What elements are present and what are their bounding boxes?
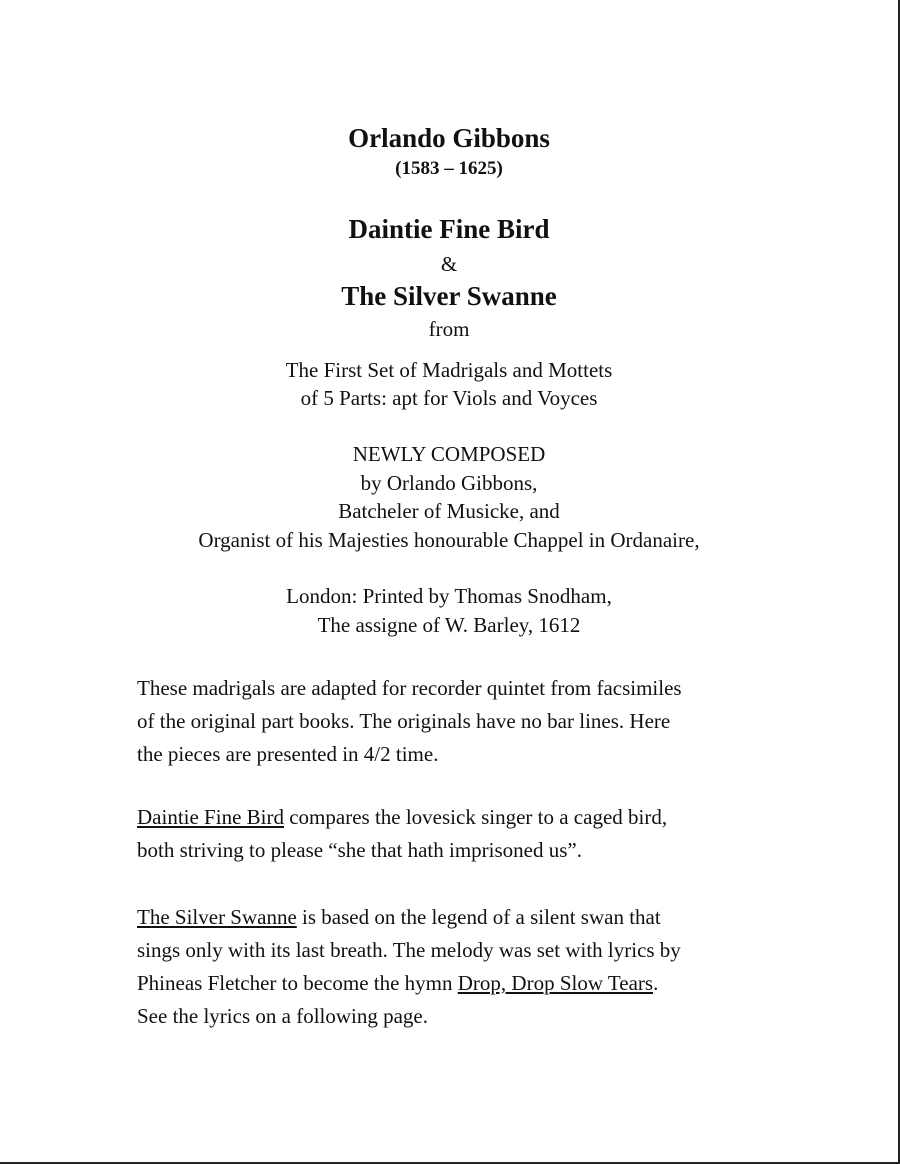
composer-dates: (1583 – 1625) (395, 158, 503, 179)
newly-composed-position: Organist of his Majesties honourable Chappel in Ordanaire, (198, 528, 700, 552)
newly-composed-heading: NEWLY COMPOSED (352, 442, 546, 466)
printer-line-1: London: Printed by Thomas Snodham, (286, 584, 612, 608)
note-2-line-2: both striving to please “she that hath imprisoned us”. (137, 838, 582, 862)
newly-composed-by: by Orlando Gibbons, (360, 471, 538, 495)
note-paragraph-1 (137, 672, 682, 771)
note-1-line-2: of the original part books. The originals have no bar lines. Here (137, 709, 671, 733)
note-3-line-4: See the lyrics on a following page. (137, 1004, 429, 1028)
source-line-1: The First Set of Madrigals and Mottets (285, 358, 613, 382)
composer-name: Orlando Gibbons (348, 123, 550, 153)
hymn-title-ref: Drop, Drop Slow Tears (457, 971, 654, 995)
note-paragraph-3 (137, 901, 681, 1033)
note-3-line-3 (137, 967, 681, 1000)
note-3-line-3-end: . (653, 971, 659, 995)
title-daintie-fine-bird: Daintie Fine Bird (348, 214, 550, 244)
ampersand: & (440, 252, 458, 276)
newly-composed-degree: Batcheler of Musicke, and (338, 499, 560, 523)
note-2-line-1 (137, 801, 667, 834)
note-1-line-1: These madrigals are adapted for recorder quintet from facsimiles (137, 676, 682, 700)
note-paragraph-2 (137, 801, 667, 867)
note-2-line-1-text: compares the lovesick singer to a caged bird, (283, 805, 668, 829)
note-3-line-1 (137, 901, 681, 934)
title-silver-swanne: The Silver Swanne (341, 281, 557, 311)
note-1-line-3: the pieces are presented in 4/2 time. (137, 742, 439, 766)
from-label: from (428, 317, 470, 341)
source-line-2: of 5 Parts: apt for Viols and Voyces (300, 386, 598, 410)
note-3-line-1-text: is based on the legend of a silent swan that (296, 905, 661, 929)
note-3-line-3-start: Phineas Fletcher to become the hymn (137, 971, 458, 995)
note-3-line-2: sings only with its last breath. The melody was set with lyrics by (137, 938, 681, 962)
printer-line-2: The assigne of W. Barley, 1612 (317, 613, 581, 637)
silver-swanne-title-ref: The Silver Swanne (137, 905, 297, 929)
daintie-fine-bird-title-ref: Daintie Fine Bird (137, 805, 284, 829)
